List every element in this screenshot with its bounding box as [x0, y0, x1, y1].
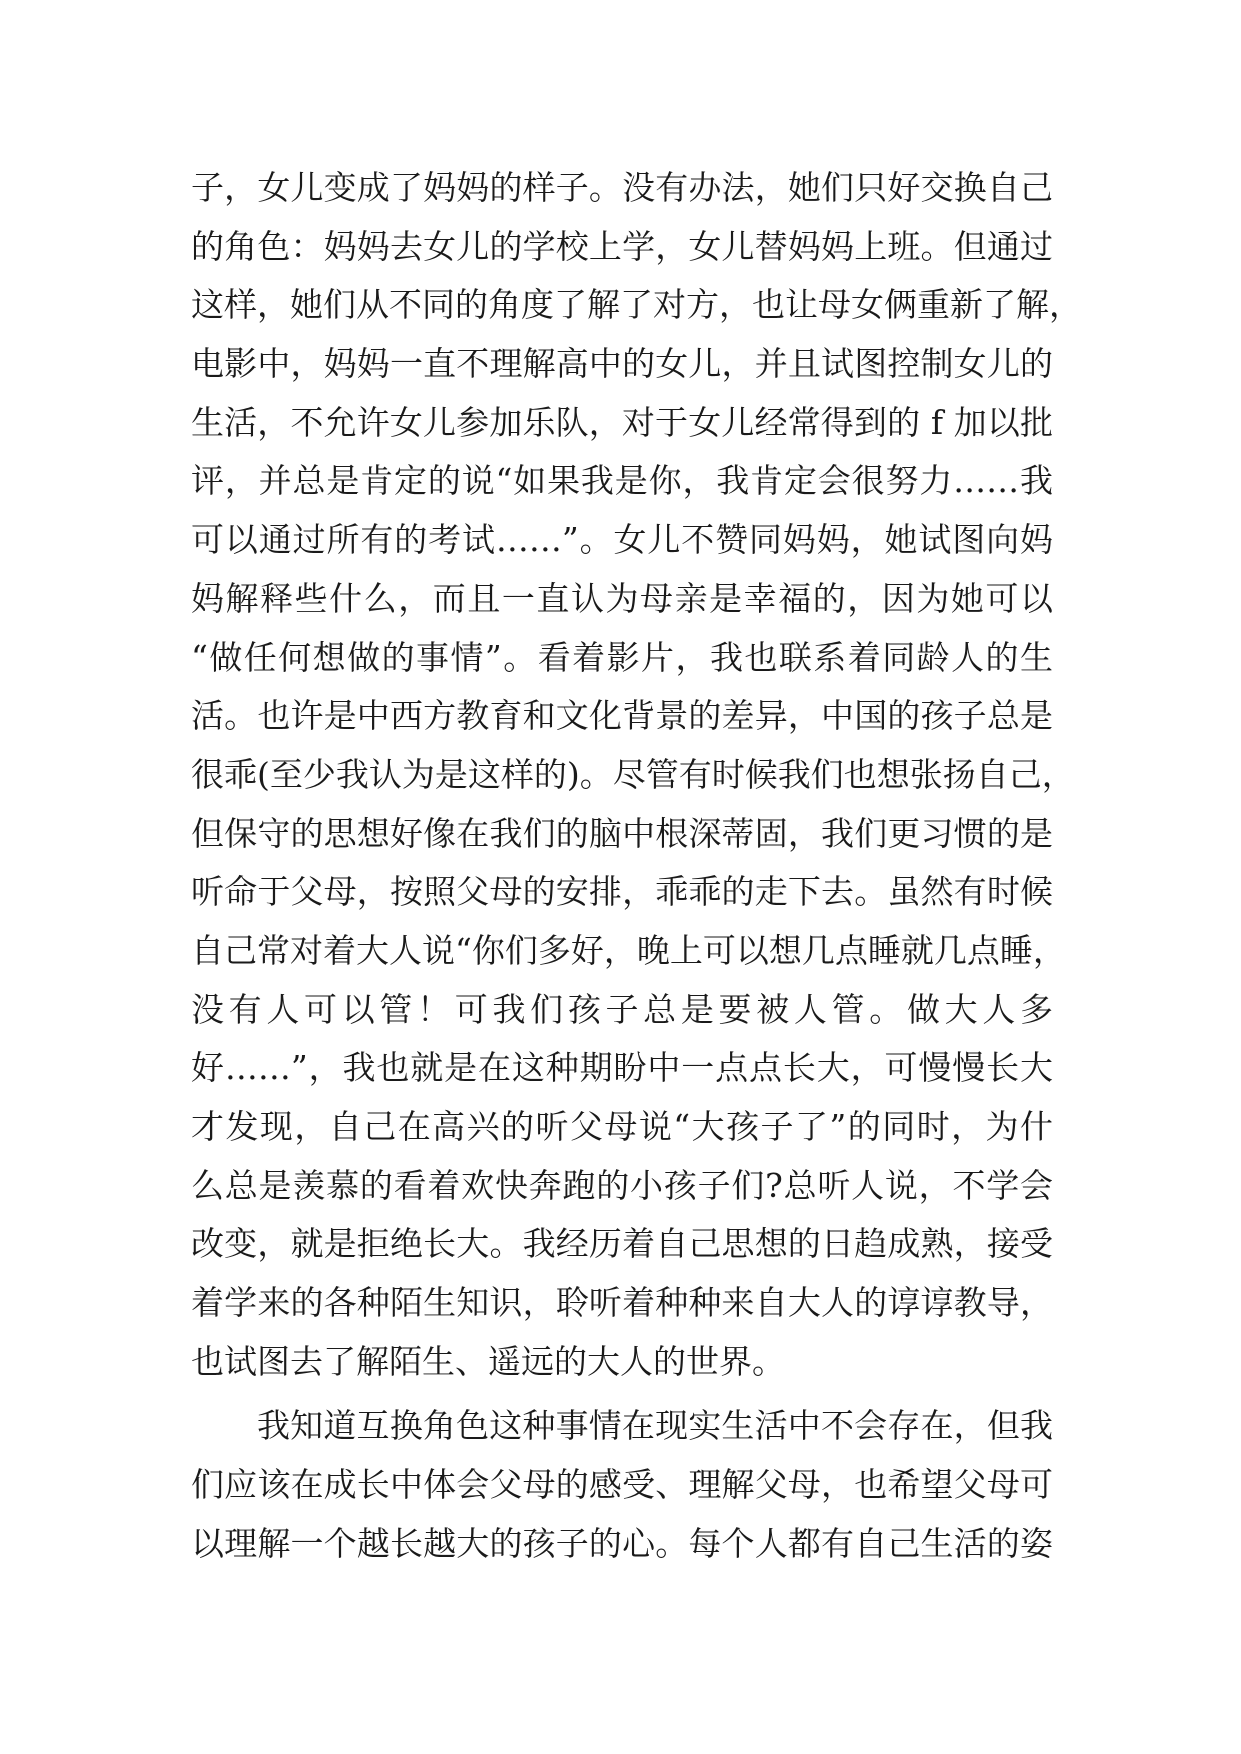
- text-line: 好……”，我也就是在这种期盼中一点点长大，可慢慢长大: [191, 1048, 1053, 1088]
- text-line: 我知道互换角色这种事情在现实生活中不会存在，但我: [257, 1406, 1053, 1446]
- paragraph: [191, 1397, 1053, 1573]
- text-line: 改变，就是拒绝长大。我经历着自己思想的日趋成熟，接受: [191, 1224, 1053, 1264]
- text-line: “做任何想做的事情”。看着影片，我也联系着同龄人的生: [191, 637, 1053, 677]
- text-line: 才发现，自己在高兴的听父母说“大孩子了”的同时，为什: [191, 1107, 1053, 1146]
- text-line: 着学来的各种陌生知识，聆听着种种来自大人的谆谆教导，: [191, 1283, 1053, 1323]
- text-line: 妈解释些什么，而且一直认为母亲是幸福的，因为她可以: [191, 578, 1053, 618]
- text-line: 也试图去了解陌生、遥远的大人的世界。: [191, 1341, 785, 1381]
- text-line: 但保守的思想好像在我们的脑中根深蒂固，我们更习惯的是: [191, 813, 1053, 853]
- text-line: 的角色：妈妈去女儿的学校上学，女儿替妈妈上班。但通过: [191, 226, 1053, 266]
- paragraph: [191, 159, 1082, 1391]
- text-line: 电影中，妈妈一直不理解高中的女儿，并且试图控制女儿的: [191, 344, 1053, 384]
- text-line: 子，女儿变成了妈妈的样子。没有办法，她们只好交换自己: [191, 168, 1053, 207]
- text-line: 评，并总是肯定的说“如果我是你，我肯定会很努力……我: [191, 461, 1053, 501]
- text-line: 们应该在成长中体会父母的感受、理解父母，也希望父母可: [191, 1465, 1053, 1505]
- text-line: 这样，她们从不同的角度了解了对方，也让母女俩重新了解，: [191, 285, 1082, 325]
- text-line: 听命于父母，按照父母的安排，乖乖的走下去。虽然有时候: [191, 872, 1053, 912]
- text-line: 么总是羡慕的看着欢快奔跑的小孩子们?总听人说，不学会: [191, 1165, 1053, 1205]
- text-line: 以理解一个越长越大的孩子的心。每个人都有自己生活的姿: [191, 1523, 1053, 1563]
- text-line: 可以通过所有的考试……”。女儿不赞同妈妈，她试图向妈: [191, 520, 1053, 560]
- text-line: 生活，不允许女儿参加乐队，对于女儿经常得到的 f 加以批: [191, 402, 1053, 442]
- text-line: 没有人可以管！可我们孩子总是要被人管。做大人多: [191, 989, 1053, 1029]
- text-line: 活。也许是中西方教育和文化背景的差异，中国的孩子总是: [191, 696, 1053, 736]
- text-line: 自己常对着大人说“你们多好，晚上可以想几点睡就几点睡，: [191, 930, 1066, 970]
- text-line: 很乖(至少我认为是这样的)。尽管有时候我们也想张扬自己，: [191, 754, 1075, 794]
- body-text: [191, 159, 1082, 1574]
